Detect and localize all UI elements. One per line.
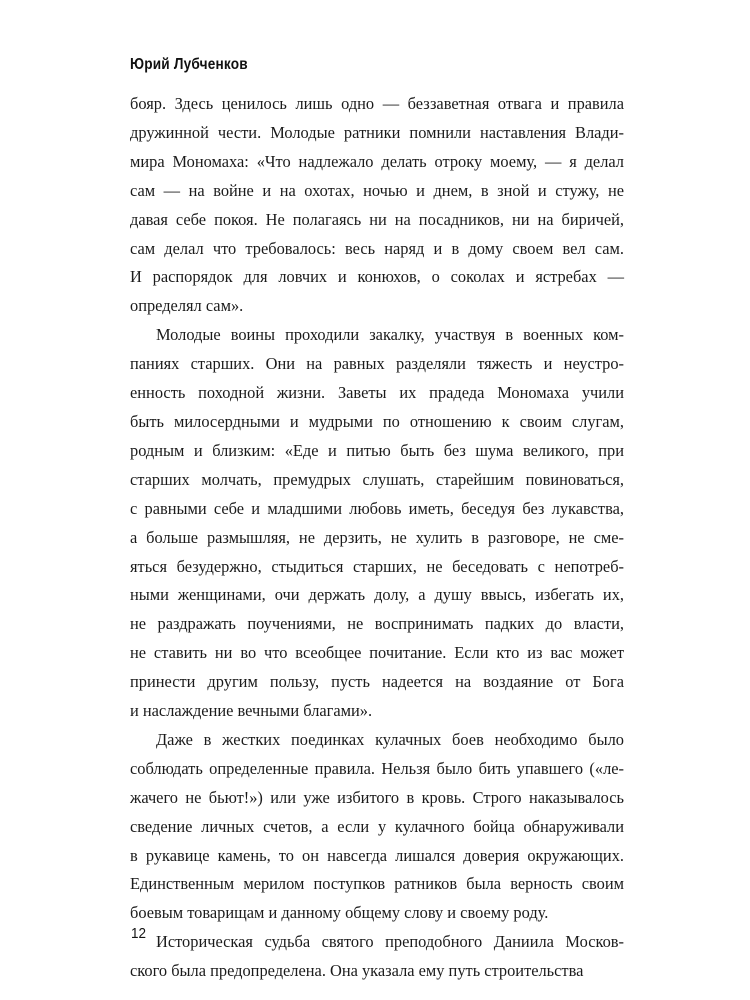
- text-line: боевым товарищам и данному общему слову и своему роду.: [130, 903, 549, 923]
- text-line: ского была предопределена. Она указала ему путь строительства: [130, 961, 584, 981]
- paragraph: [130, 928, 624, 986]
- text-line: яться безудержно, стыдиться старших, не беседовать с непотреб-: [130, 556, 624, 576]
- page-number: 12: [131, 925, 147, 942]
- text-line: старших молчать, премудрых слушать, старейшим повиноваться,: [130, 469, 624, 489]
- text-line: енность походной жизни. Заветы их прадеда Мономаха учили: [130, 383, 624, 403]
- text-line: ными женщинами, очи держать долу, а душу ввысь, избегать их,: [130, 585, 624, 605]
- text-line: не раздражать поучениями, не воспринимать падких до власти,: [130, 614, 624, 634]
- text-line: а больше размышляя, не дерзить, не хулить в разговоре, не сме-: [130, 527, 624, 547]
- text-line: принести другим пользу, пусть надеется на воздаяние от Бога: [130, 672, 624, 692]
- text-line: сам — на войне и на охотах, ночью и днем, в зной и стужу, не: [130, 180, 624, 200]
- text-line: сведение личных счетов, а если у кулачного бойца обнаруживали: [130, 816, 624, 836]
- text-line: сам делал что требовалось: весь наряд и в дому своем вел сам.: [130, 238, 624, 258]
- text-line: быть милосердными и мудрыми по отношению к своим слугам,: [130, 411, 624, 431]
- text-line: и наслаждение вечными благами».: [130, 701, 373, 721]
- text-line: дружинной чести. Молодые ратники помнили наставления Влади-: [130, 122, 624, 142]
- paragraph: [130, 726, 624, 928]
- text-line: не ставить ни во что всеобщее почитание. Если кто из вас может: [130, 643, 624, 663]
- text-line: в рукавице камень, то он навсегда лишался доверия окружающих.: [130, 845, 624, 865]
- text-line: соблюдать определенные правила. Нельзя было бить упавшего («ле-: [130, 758, 624, 778]
- text-line: бояр. Здесь ценилось лишь одно — беззаветная отвага и правила: [130, 94, 624, 113]
- body-text-block: [130, 90, 624, 986]
- text-line: И распорядок для ловчих и конюхов, о соколах и ястребах —: [130, 267, 624, 287]
- text-line: определял сам».: [130, 296, 244, 316]
- running-head: Юрий Лубченков: [130, 56, 248, 73]
- text-line: Историческая судьба святого преподобного Даниила Москов-: [156, 932, 624, 952]
- text-line: мира Мономаха: «Что надлежало делать отроку моему, — я делал: [130, 151, 624, 171]
- text-line: Даже в жестких поединках кулачных боев необходимо было: [156, 729, 624, 749]
- text-line: паниях старших. Они на равных разделяли тяжесть и неустро-: [130, 354, 624, 374]
- text-line: давая себе покоя. Не полагаясь ни на посадников, ни на биричей,: [130, 209, 624, 229]
- text-line: с равными себе и младшими любовь иметь, беседуя без лукавства,: [130, 498, 624, 518]
- paragraph: [130, 321, 624, 726]
- paragraph: [130, 90, 624, 321]
- text-line: родным и близким: «Еде и питью быть без шума великого, при: [130, 440, 624, 460]
- text-line: Молодые воины проходили закалку, участвуя в военных ком-: [156, 325, 624, 345]
- text-line: Единственным мерилом поступков ратников была верность своим: [130, 874, 624, 894]
- text-line: жачего не бьют!») или уже избитого в кровь. Строго наказывалось: [130, 787, 624, 807]
